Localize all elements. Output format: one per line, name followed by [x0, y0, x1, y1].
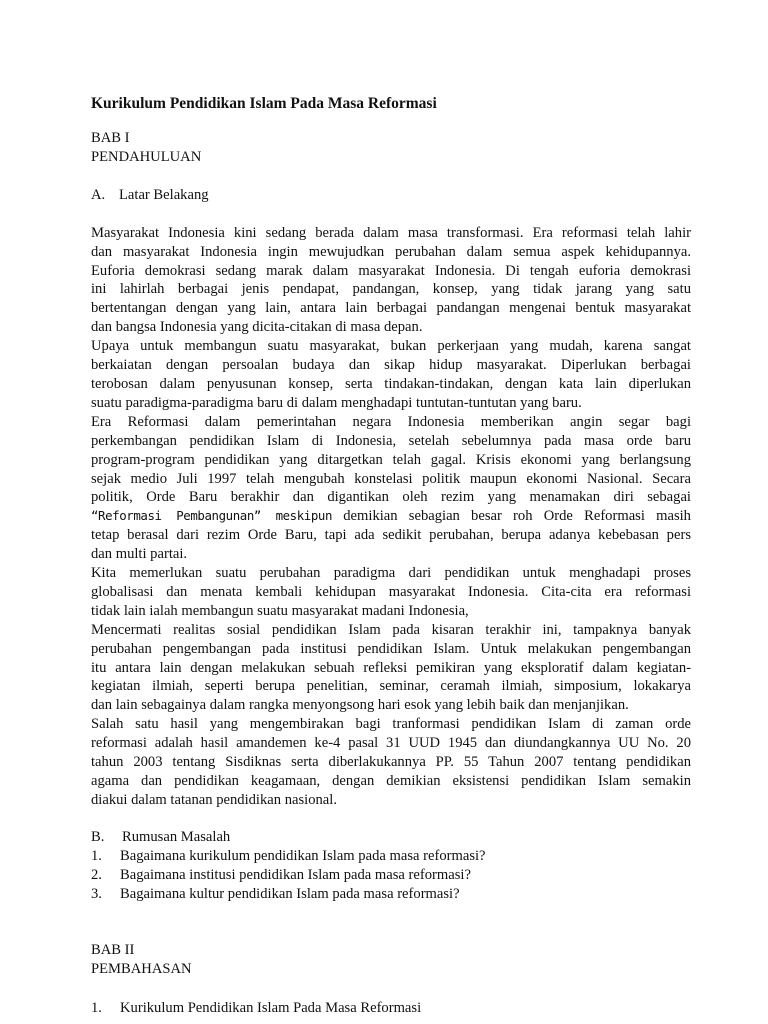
chapter-2-name: PEMBAHASAN [91, 961, 192, 978]
paragraph-line: perubahan pengembangan pada institusi pendidikan Islam. Untuk melakukan pengembangan [91, 640, 691, 657]
paragraph-line-mixed-font [91, 507, 691, 526]
paragraph-line: berkaiatan dengan persoalan budaya dan sikap hidup masyarakat. Diperlukan berbagai [91, 357, 691, 374]
paragraph-line: dan lain sebagainya dalam rangka menyongsong hari esok yang lebih baik dan menjanjikan. [91, 697, 629, 714]
list-item-number: 1. [91, 847, 102, 864]
rumusan-masalah-list [91, 847, 691, 904]
list-item-text: Bagaimana kurikulum pendidikan Islam pada masa reformasi? [120, 847, 486, 864]
paragraph-1 [91, 224, 691, 337]
paragraph-line: tetap berasal dari rezim Orde Baru, tapi ada sedikit perubahan, berupa adanya kebebasan pers [91, 527, 691, 544]
paragraph-6 [91, 715, 691, 810]
chapter-1-name: PENDAHULUAN [91, 148, 202, 165]
section-b-title: Rumusan Masalah [122, 828, 231, 845]
paragraph-line: ini lahirlah berbagai jenis pendapat, pandangan, konsep, yang tidak jarang yang satu [91, 281, 691, 298]
paragraph-line: terobosan dalam penyusunan konsep, serta tindakan-tindakan, dengan kata lain diperlukan [91, 375, 691, 392]
paragraph-line-rest: demikian sebagian besar roh Orde Reformasi masih [332, 508, 691, 525]
list-item-text: Bagaimana institusi pendidikan Islam pada masa reformasi? [120, 866, 471, 883]
paragraph-line: diakui dalam tatanan pendidikan nasional. [91, 791, 337, 808]
paragraph-3 [91, 413, 691, 564]
paragraph-line: reformasi adalah hasil amandemen ke-4 pasal 31 UUD 1945 dan diundangkannya UU No. 20 [91, 735, 691, 752]
paragraph-line: Upaya untuk membangun suatu masyarakat, bukan perkerjaan yang mudah, karena sangat [91, 338, 691, 355]
list-item-text: Kurikulum Pendidikan Islam Pada Masa Reformasi [120, 1000, 422, 1017]
paragraph-line: kegiatan ilmiah, seperti berupa penelitian, seminar, ceramah ilmiah, simposium, lokakarya [91, 678, 691, 695]
paragraph-line: suatu paradigma-paradigma baru di dalam menghadapi tuntutan-tuntutan yang baru. [91, 394, 582, 411]
paragraph-line: dan bangsa Indonesia yang dicita-citakan di masa depan. [91, 319, 423, 336]
paragraph-4 [91, 564, 691, 621]
list-item [91, 885, 691, 904]
paragraph-line: perkembangan pendidikan Islam di Indonesia, setelah sebelumnya pada masa orde baru [91, 432, 691, 449]
list-item-number: 1. [91, 1000, 102, 1017]
pembahasan-list [91, 999, 691, 1018]
reformasi-pembangunan-quote: “Reformasi Pembangunan” meskipun [91, 508, 333, 524]
list-item-text: Bagaimana kultur pendidikan Islam pada masa reformasi? [120, 885, 460, 902]
paragraph-line: program-program pendidikan yang ditargetkan telah gagal. Krisis ekonomi yang berlangsung [91, 451, 691, 468]
section-a-heading [91, 186, 691, 205]
paragraph-line: tahun 2003 tentang Sisdiknas serta diberlakukannya PP. 55 Tahun 2007 tentang pendidikan [91, 754, 691, 771]
paragraph-line: tidak lain ialah membangun suatu masyarakat madani Indonesia, [91, 602, 469, 619]
paragraph-2 [91, 337, 691, 413]
list-item [91, 847, 691, 866]
list-item [91, 999, 691, 1018]
document-title: Kurikulum Pendidikan Islam Pada Masa Reformasi [91, 95, 437, 112]
paragraph-line: dan masyarakat Indonesia ingin mewujudkan perubahan dalam semua aspek kehidupannya. [91, 243, 691, 260]
section-a-title: Latar Belakang [119, 186, 209, 203]
section-b-heading [91, 828, 691, 847]
paragraph-line: bertentangan dengan yang lain, antara lain berbagai pandangan mengenai bentuk masyarakat [91, 300, 691, 317]
paragraph-line: sejak medio Juli 1997 telah mengubah konstelasi politik maupun ekonomi Nasional. Secara [91, 470, 691, 487]
paragraph-line: Mencermati realitas sosial pendidikan Islam pada kisaran terakhir ini, tampaknya banyak [91, 621, 691, 638]
paragraph-line: Salah satu hasil yang mengembirakan bagi tranformasi pendidikan Islam di zaman orde [91, 716, 691, 733]
list-item-number: 3. [91, 885, 102, 902]
chapter-1-label: BAB I [91, 130, 130, 146]
paragraph-line: Kita memerlukan suatu perubahan paradigma dari pendidikan untuk menghadapi proses [91, 565, 691, 582]
paragraph-line: Masyarakat Indonesia kini sedang berada dalam masa transformasi. Era reformasi telah lahir [91, 224, 691, 241]
list-item [91, 866, 691, 885]
section-a-marker: A. [91, 186, 106, 203]
paragraph-line: Era Reformasi dalam pemerintahan negara Indonesia memberikan angin segar bagi [91, 413, 691, 430]
chapter-2-label: BAB II [91, 942, 135, 959]
document-page [91, 94, 691, 1018]
paragraph-line: itu antara lain dengan melakukan sebuah refleksi pemikiran yang eksploratif dalam kegiatan- [91, 659, 691, 676]
paragraph-line: agama dan pendidikan keagamaan, dengan demikian eksistensi pendidikan Islam semakin [91, 773, 691, 789]
paragraph-line: dan multi partai. [91, 546, 188, 563]
paragraph-5 [91, 621, 691, 716]
section-b-marker: B. [91, 828, 105, 845]
paragraph-line: globalisasi dan menata kembali kehidupan masyarakat Indonesia. Cita-cita era reformasi [91, 583, 691, 600]
paragraph-line: Euforia demokrasi sedang marak dalam masyarakat Indonesia. Di tengah euforia demokrasi [91, 262, 691, 279]
list-item-number: 2. [91, 866, 102, 883]
paragraph-line: politik, Orde Baru berakhir dan digantikan oleh rezim yang menamakan diri sebagai [91, 489, 691, 506]
